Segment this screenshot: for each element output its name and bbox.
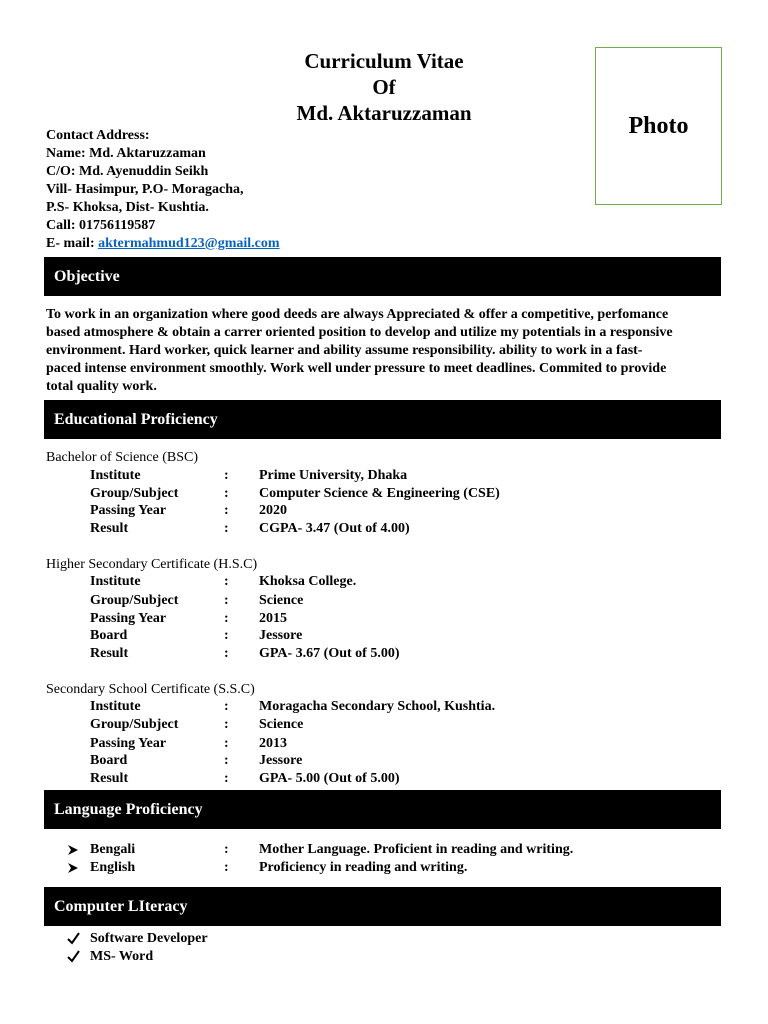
computer-title: Computer LIteracy <box>54 897 188 915</box>
row-value: Jessore <box>259 753 303 768</box>
row-separator: : <box>224 503 229 518</box>
row-separator: : <box>224 717 229 732</box>
row-label: Group/Subject <box>90 486 179 501</box>
row-separator: : <box>224 521 229 536</box>
row-label: Passing Year <box>90 736 167 751</box>
row-label: Result <box>90 521 129 536</box>
objective-line: paced intense environment smoothly. Work well under pressure to meet deadlines. Commited to provide <box>46 361 667 376</box>
row-separator: : <box>224 611 229 626</box>
row-separator: : <box>224 486 229 501</box>
contact-village: Vill- Hasimpur, P.O- Moragacha, <box>46 182 244 197</box>
contact-heading: Contact Address: <box>46 128 150 143</box>
row-label: Board <box>90 753 128 768</box>
bsc-heading: Bachelor of Science (BSC) <box>46 450 199 465</box>
objective-text <box>46 306 722 396</box>
row-separator: : <box>224 593 229 608</box>
row-value: GPA- 3.67 (Out of 5.00) <box>259 646 400 661</box>
row-label: Group/Subject <box>90 717 179 732</box>
arrow-bullet-icon <box>67 862 79 880</box>
photo-placeholder <box>595 47 722 205</box>
language-level: Mother Language. Proficient in reading and writing. <box>259 842 574 857</box>
row-value: Computer Science & Engineering (CSE) <box>259 486 500 501</box>
row-label: Passing Year <box>90 611 167 626</box>
objective-line: environment. Hard worker, quick learner and ability assume responsibility. ability to work in a fast- <box>46 343 643 358</box>
ssc-heading: Secondary School Certificate (S.S.C) <box>46 682 255 697</box>
row-value: Science <box>259 717 304 732</box>
row-value: Jessore <box>259 628 303 643</box>
row-separator: : <box>224 860 229 875</box>
row-value: Moragacha Secondary School, Kushtia. <box>259 699 496 714</box>
row-value: 2015 <box>259 611 287 626</box>
row-label: Institute <box>90 468 141 483</box>
contact-email-line <box>46 235 280 253</box>
row-value: Khoksa College. <box>259 574 357 589</box>
checkmark-icon <box>67 950 80 969</box>
computer-section-header <box>44 887 721 926</box>
education-title: Educational Proficiency <box>54 410 218 428</box>
contact-name: Name: Md. Aktaruzzaman <box>46 146 206 161</box>
row-value: Prime University, Dhaka <box>259 468 408 483</box>
row-separator: : <box>224 574 229 589</box>
row-separator: : <box>224 753 229 768</box>
row-label: Institute <box>90 574 141 589</box>
arrow-bullet-icon <box>67 844 79 862</box>
hsc-heading: Higher Secondary Certificate (H.S.C) <box>46 557 258 572</box>
row-value: GPA- 5.00 (Out of 5.00) <box>259 771 400 786</box>
objective-section-header <box>44 257 721 296</box>
contact-address <box>46 127 280 253</box>
computer-skill: Software Developer <box>90 931 208 946</box>
row-value: 2020 <box>259 503 287 518</box>
objective-line: To work in an organization where good deeds are always Appreciated & offer a competitive, perfomance <box>46 307 669 322</box>
row-label: Result <box>90 771 129 786</box>
row-separator: : <box>224 628 229 643</box>
row-label: Board <box>90 628 128 643</box>
row-separator: : <box>224 699 229 714</box>
language-section-header <box>44 790 721 829</box>
row-value: CGPA- 3.47 (Out of 4.00) <box>259 521 410 536</box>
row-separator: : <box>224 468 229 483</box>
row-value: Science <box>259 593 304 608</box>
row-label: Group/Subject <box>90 593 179 608</box>
email-label: E- mail: <box>46 236 95 251</box>
row-label: Result <box>90 646 129 661</box>
contact-district: P.S- Khoksa, Dist- Kushtia. <box>46 200 209 215</box>
cv-title: Curriculum Vitae <box>304 49 464 73</box>
language-name: English <box>90 860 136 875</box>
checkmark-icon <box>67 932 80 951</box>
contact-phone: Call: 01756119587 <box>46 218 156 233</box>
row-label: Passing Year <box>90 503 167 518</box>
language-name: Bengali <box>90 842 136 857</box>
photo-label: Photo <box>628 112 689 139</box>
row-separator: : <box>224 736 229 751</box>
row-separator: : <box>224 771 229 786</box>
objective-line: based atmosphere & obtain a carrer oriented position to develop and utilize my potentials in a responsive <box>46 325 673 340</box>
language-title: Language Proficiency <box>54 800 203 818</box>
objective-line: total quality work. <box>46 379 157 394</box>
row-label: Institute <box>90 699 141 714</box>
row-separator: : <box>224 842 229 857</box>
row-separator: : <box>224 646 229 661</box>
email-link[interactable]: aktermahmud123@gmail.com <box>98 236 280 251</box>
objective-title: Objective <box>54 267 120 285</box>
contact-care-of: C/O: Md. Ayenuddin Seikh <box>46 164 209 179</box>
cv-title-of: Of <box>372 75 396 99</box>
education-section-header <box>44 400 721 439</box>
row-value: 2013 <box>259 736 287 751</box>
computer-skill: MS- Word <box>90 949 154 964</box>
language-level: Proficiency in reading and writing. <box>259 860 468 875</box>
cv-owner-name: Md. Aktaruzzaman <box>296 101 472 125</box>
